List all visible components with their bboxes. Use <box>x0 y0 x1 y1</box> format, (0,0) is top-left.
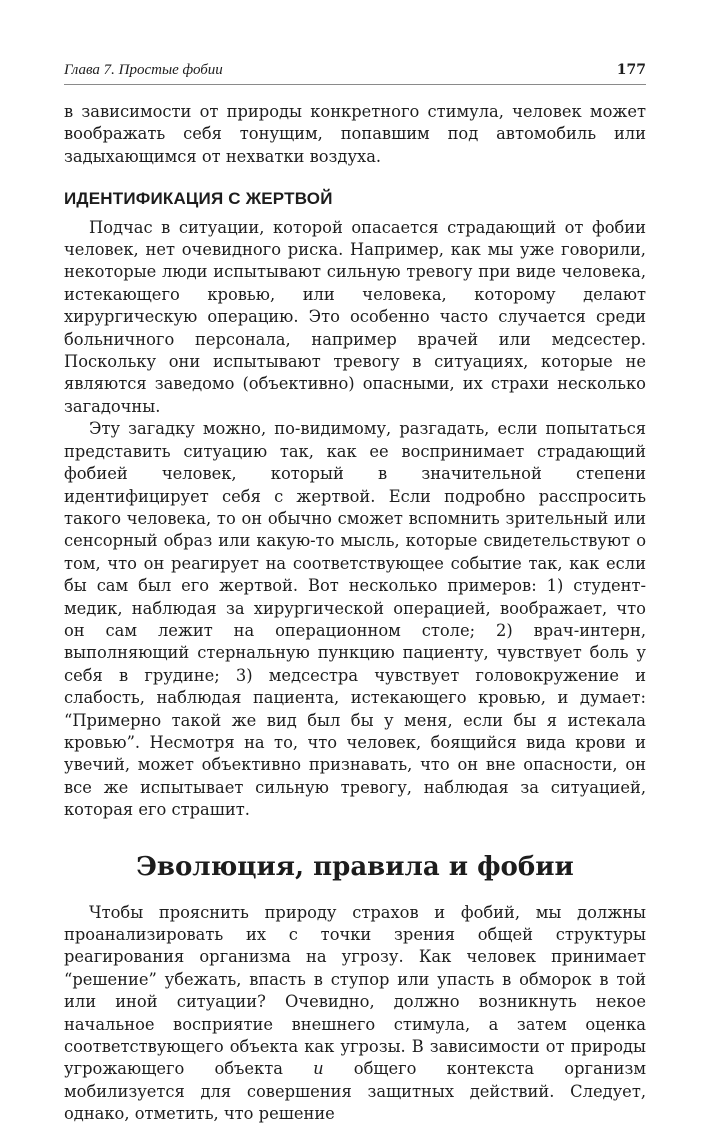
paragraph <box>64 902 646 1126</box>
running-head-title: Глава 7. Простые фобии <box>64 62 223 78</box>
section-heading: ИДЕНТИФИКАЦИЯ С ЖЕРТВОЙ <box>64 189 333 209</box>
paragraph-continuation: в зависимости от природы конкретного стимула, человек может воображать себя тонущим, попавшим под автомобиль или задыхающимся от нехватки воздуха. <box>64 102 646 166</box>
paragraph: Эту загадку можно, по-видимому, разгадать, если попытаться представить ситуацию так, как ее воспринимает страдающий фобией человек, который в значительной степени идентифицирует себя с жертвой. Если подробно расспросить такого человека, то он обычно сможет вспомнить зрительный или сенсорный образ или какую-то мысль, которые свидетельствуют о том, что он реагирует на соответствующее событие так, как если бы сам был его жертвой. Вот несколько примеров: 1) студент-медик, наблюдая за хирургической операцией, воображает, что он сам лежит на операционном столе; 2) врач-интерн, выполняющий стернальную пункцию пациенту, чувствует боль у себя в грудине; 3) медсестра чувствует головокружение и слабость, наблюдая пациента, истекающего кровью, и думает: “Примерно такой же вид был бы у меня, если бы я истекала кровью”. Несмотря на то, что человек, боящийся вида крови и увечий, может объективно признавать, что он вне опасности, он все же испытывает сильную тревогу, наблюдая за ситуацией, которая его страшит. <box>64 419 646 820</box>
emphasis-text: и <box>313 1059 324 1079</box>
paragraph: Подчас в ситуации, которой опасается страдающий от фобии человек, нет очевидного риска. Например, как мы уже говорили, некоторые люди испытывают сильную тревогу при виде человека, истекающего кровью, или человека, которому делают хирургическую операцию. Это особенно часто случается среди больничного персонала, например врачей или медсестер. Поскольку они испытывают тревогу в ситуациях, которые не являются заведомо (объективно) опасными, их страхи несколько загадочны. <box>64 217 646 416</box>
page-body <box>64 101 646 1126</box>
chapter-heading: Эволюция, правила и фобии <box>136 851 574 882</box>
running-head <box>64 62 646 85</box>
page-number: 177 <box>616 62 646 78</box>
paragraph-text: Чтобы прояснить природу страхов и фобий, мы должны проанализировать их с точки зрения общей структуры реагирования организма на угрозу. Как человек принимает “решение” убежать, впасть в ступор или упасть в обморок в той или иной ситуации? Очевидно, должно возникнуть некое начальное восприятие внешнего стимула, а затем оценка соответствующего объекта как угрозы. В зависимости от природы угрожающего объекта <box>64 902 646 1079</box>
paragraph-text: общего контекста организм мобилизуется для совершения защитных действий. Следует, однако, отметить, что решение <box>64 1059 646 1124</box>
